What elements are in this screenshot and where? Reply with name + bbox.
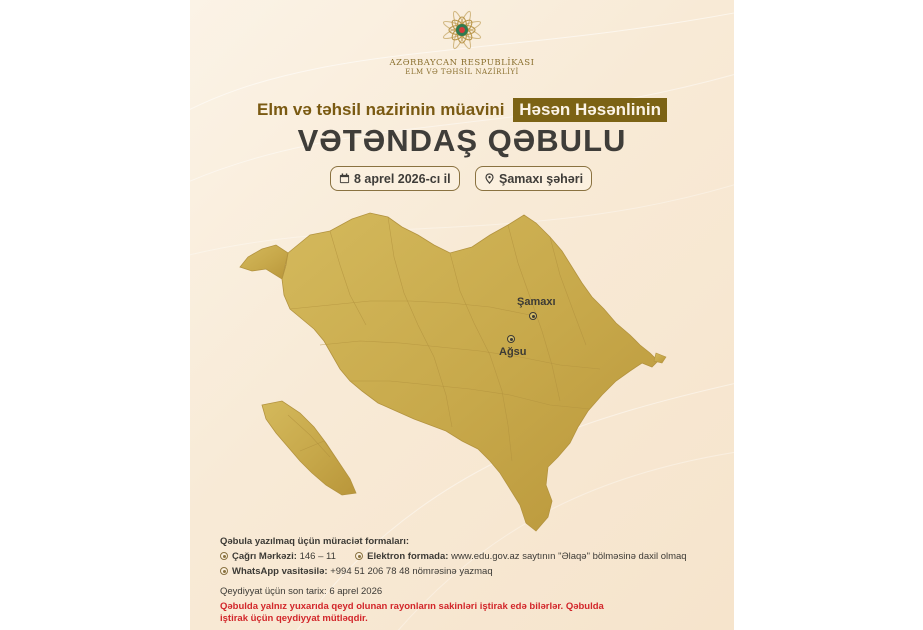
- contact-row-2: WhatsApp vasitəsilə: +994 51 206 78 48 nömrəsinə yazmaq: [220, 566, 493, 577]
- contact-heading: Qəbula yazılmaq üçün müraciət formaları:: [220, 536, 409, 547]
- map-exclave: [262, 401, 356, 495]
- location-pin-icon: [484, 173, 495, 184]
- azerbaijan-map: [190, 205, 734, 540]
- org-name-line2: ELM VƏ TƏHSİL NAZİRLİYİ: [405, 68, 519, 76]
- call-center-number: 146 – 11: [299, 551, 336, 562]
- map-nw-tail: [240, 245, 288, 279]
- city-marker-agsu: [507, 335, 515, 343]
- warning-line-2: iştirak üçün qeydiyyat mütləqdir.: [220, 613, 368, 624]
- event-location: Şamaxı şəhəri: [499, 171, 584, 186]
- date-badge: [330, 166, 460, 191]
- city-label-agsu: Ağsu: [499, 346, 527, 358]
- poster: [190, 0, 734, 630]
- website-instruction[interactable]: www.edu.gov.az saytının "Əlaqə" bölməsinə daxil olmaq: [451, 551, 687, 562]
- bullet-icon: [220, 552, 228, 560]
- deadline: Qeydiyyat üçün son tarix: 6 aprel 2026: [220, 586, 383, 597]
- map-small-island: [654, 353, 666, 363]
- contact-row-1: Çağrı Mərkəzi: 146 – 11 Elektron formada: www.edu.gov.az saytının "Əlaqə" bölməsinə daxil olmaq: [220, 551, 687, 562]
- headline-name-highlight: Həsən Həsənlinin: [513, 98, 667, 122]
- ministry-emblem-icon: [438, 6, 486, 54]
- bullet-icon: [220, 567, 228, 575]
- warning-line-1: Qəbulda yalnız yuxarıda qeyd olunan rayonların sakinləri iştirak edə bilərlər. Qəbulda: [220, 601, 604, 612]
- bullet-icon: [355, 552, 363, 560]
- whatsapp-number: +994 51 206 78 48 nömrəsinə yazmaq: [330, 566, 493, 577]
- location-badge: [475, 166, 592, 191]
- city-label-shamakhi: Şamaxı: [517, 296, 556, 308]
- page-title: VƏTƏNDAŞ QƏBULU: [297, 123, 627, 158]
- calendar-icon: [339, 173, 350, 184]
- city-marker-shamakhi: [529, 312, 537, 320]
- headline-prefix: Elm və təhsil nazirinin müavini: [257, 100, 505, 119]
- org-name-line1: AZƏRBAYCAN RESPUBLİKASI: [389, 58, 535, 68]
- headline: [190, 98, 734, 122]
- event-date: 8 aprel 2026-cı il: [354, 171, 451, 186]
